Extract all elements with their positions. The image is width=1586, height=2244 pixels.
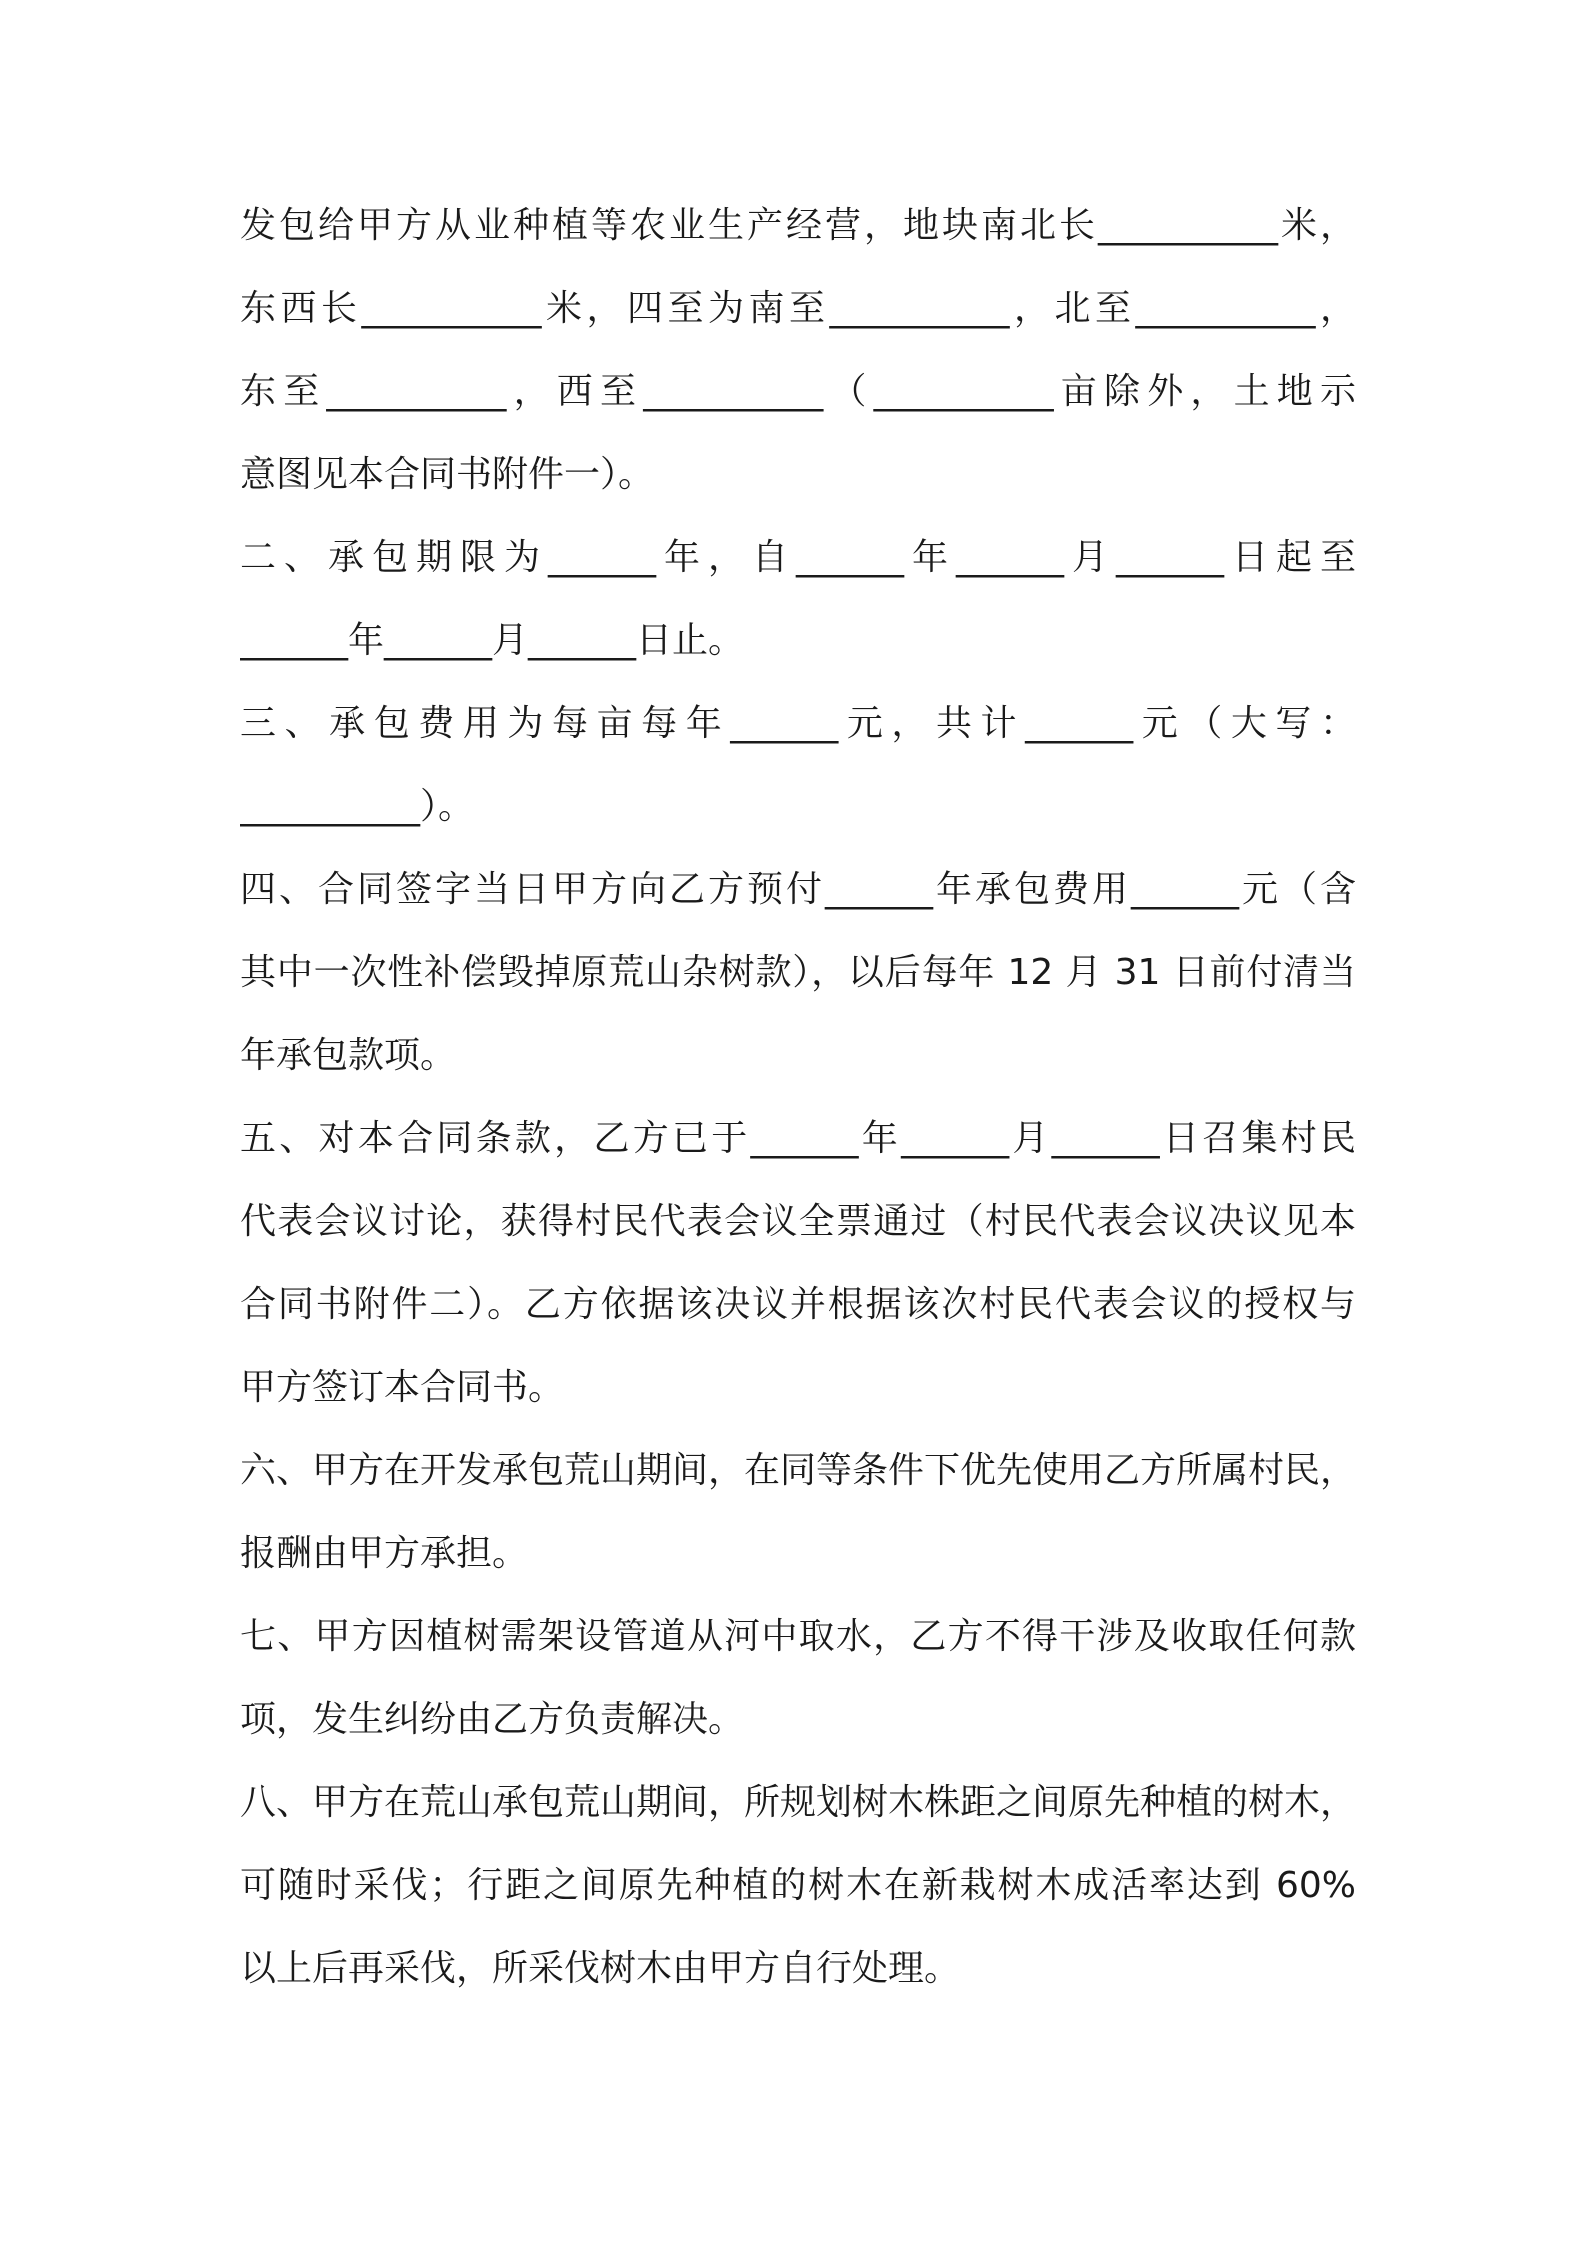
text-line: 二、承包期限为______年，自______年______月______日起至: [240, 537, 1356, 578]
text-line: 发包给甲方从业种植等农业生产经营，地块南北长__________米，: [240, 205, 1356, 246]
text-line: 年承包款项。: [240, 1035, 457, 1076]
text-line: 代表会议讨论，获得村民代表会议全票通过（村民代表会议决议见本: [240, 1201, 1356, 1242]
text-line: 三、承包费用为每亩每年______元，共计______元（大写：: [240, 703, 1356, 744]
text-line: 东至__________，西至__________（__________亩除外，土地示: [240, 371, 1356, 412]
text-line: 意图见本合同书附件一）。: [240, 454, 655, 495]
text-line: __________）。: [240, 786, 475, 827]
text-line: 四、合同签字当日甲方向乙方预付______年承包费用______元（含: [240, 869, 1356, 910]
text-line: ______年______月______日止。: [240, 620, 745, 661]
text-line: 五、对本合同条款，乙方已于______年______月______日召集村民: [240, 1118, 1356, 1159]
text-line: 以上后再采伐，所采伐树木由甲方自行处理。: [240, 1948, 961, 1989]
text-line: 报酬由甲方承担。: [240, 1533, 529, 1574]
text-line: 八、甲方在荒山承包荒山期间，所规划树木株距之间原先种植的树木，: [240, 1782, 1356, 1823]
text-line: 甲方签订本合同书。: [240, 1367, 565, 1408]
text-line: 其中一次性补偿毁掉原荒山杂树款），以后每年 12 月 31 日前付清当: [240, 952, 1356, 993]
text-line: 项，发生纠纷由乙方负责解决。: [240, 1699, 745, 1740]
text-line: 可随时采伐；行距之间原先种植的树木在新栽树木成活率达到 60%: [240, 1865, 1356, 1906]
text-line: 六、甲方在开发承包荒山期间，在同等条件下优先使用乙方所属村民，: [240, 1450, 1356, 1491]
text-line: 东西长__________米，四至为南至__________，北至__________，: [240, 288, 1356, 329]
text-line: 合同书附件二）。乙方依据该决议并根据该次村民代表会议的授权与: [240, 1284, 1356, 1325]
text-line: 七、甲方因植树需架设管道从河中取水，乙方不得干涉及收取任何款: [240, 1616, 1356, 1657]
